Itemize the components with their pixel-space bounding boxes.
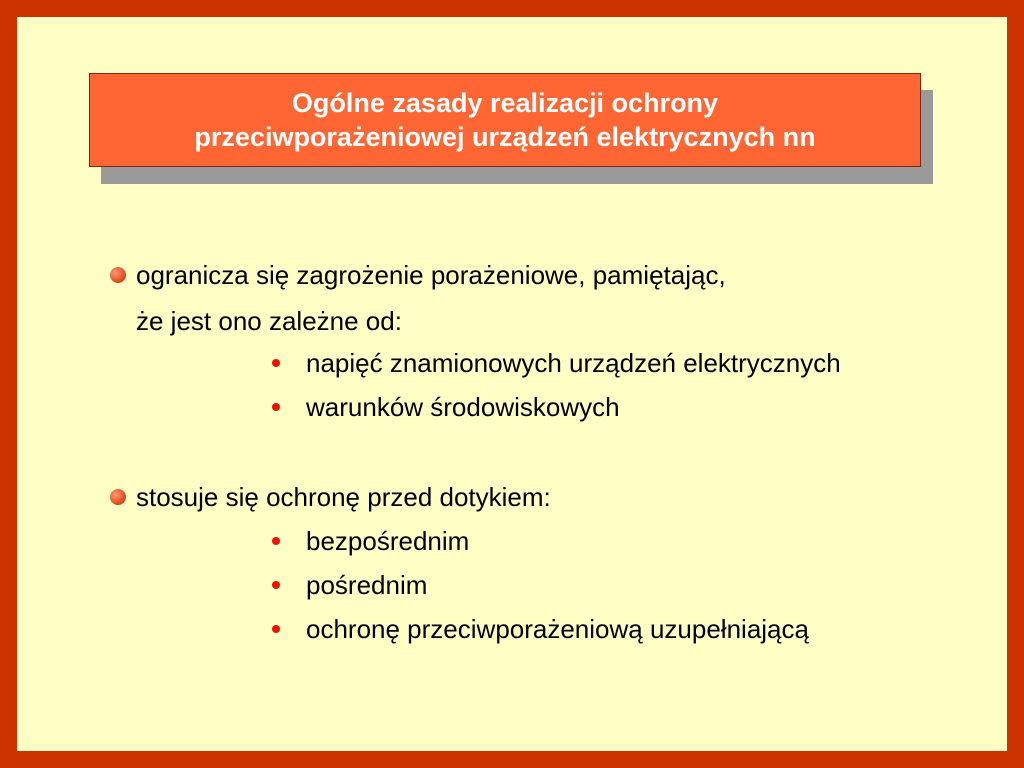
section-2-item-3-bullet-icon: [272, 625, 280, 633]
section-1-item-2-bullet-icon: [272, 403, 280, 411]
section-2-line-1: stosuje się ochronę przed dotykiem:: [136, 482, 551, 512]
section-2-item-1-bullet-icon: [272, 537, 280, 545]
section-1-line-1: ogranicza się zagrożenie porażeniowe, pamiętając,: [136, 260, 726, 290]
title-line-1: Ogólne zasady realizacji ochrony: [291, 88, 719, 118]
title-box: [89, 73, 921, 167]
section-1-bullet-icon: [110, 267, 126, 283]
title-line-2: przeciwporażeniowej urządzeń elektrycznych nn: [194, 122, 816, 152]
section-2-item-3: ochronę przeciwporażeniową uzupełniającą: [306, 614, 809, 644]
section-2-item-2: pośrednim: [306, 570, 428, 600]
section-1-item-1: napięć znamionowych urządzeń elektrycznych: [306, 348, 841, 378]
section-2-item-1: bezpośrednim: [306, 526, 470, 556]
section-1-line-2: że jest ono zależne od:: [136, 306, 402, 336]
section-2-item-2-bullet-icon: [272, 581, 280, 589]
section-1-item-1-bullet-icon: [272, 359, 280, 367]
section-2-bullet-icon: [110, 489, 126, 505]
section-1-item-2: warunków środowiskowych: [306, 392, 620, 422]
